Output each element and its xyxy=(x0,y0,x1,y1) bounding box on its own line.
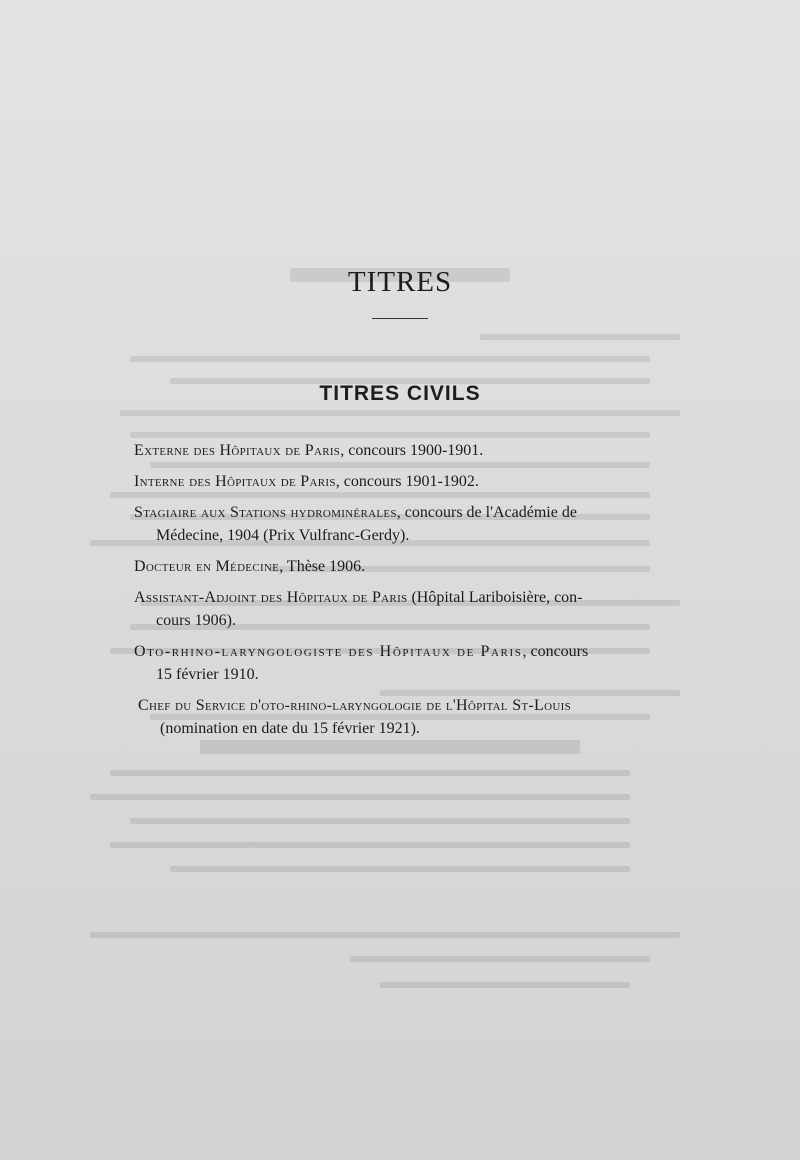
entry-lead: Docteur en Médecine xyxy=(134,558,280,575)
entry-lead: Assistant-Adjoint des Hôpitaux de Paris xyxy=(134,589,408,606)
entry-lead: Externe des Hôpitaux de Paris xyxy=(134,442,341,459)
page-title: TITRES xyxy=(347,266,453,298)
entry-continuation: Médecine, 1904 (Prix Vulfranc-Gerdy). xyxy=(156,527,410,544)
entry-lead: Chef du Service d'oto-rhino-laryngologie de l'Hôpital St-Louis xyxy=(138,697,571,714)
entry-docteur xyxy=(134,555,365,578)
entry-lead: Oto-rhino-laryngologiste des Hôpitaux de Paris xyxy=(134,643,523,660)
entry-oto xyxy=(134,640,588,686)
entry-interne xyxy=(134,470,479,493)
entry-lead: Interne des Hôpitaux de Paris xyxy=(134,473,336,490)
entry-text: , Thèse 1906. xyxy=(279,558,366,575)
entry-text: , concours xyxy=(522,643,589,660)
section-heading: TITRES CIVILS xyxy=(319,382,481,405)
entry-text: , concours de l'Académie de xyxy=(396,504,577,521)
entry-continuation: 15 février 1910. xyxy=(156,666,259,683)
entry-text: , concours 1900-1901. xyxy=(340,442,484,459)
entry-stagiaire xyxy=(134,501,577,547)
entry-chef xyxy=(138,694,571,740)
entry-text: , concours 1901-1902. xyxy=(335,473,479,490)
entry-continuation: (nomination en date du 15 février 1921). xyxy=(160,720,420,737)
entry-text: (Hôpital Lariboisière, con- xyxy=(407,589,583,606)
entry-assistant xyxy=(134,586,583,632)
entry-lead: Stagiaire aux Stations hydrominérales xyxy=(134,504,397,521)
title-rule xyxy=(372,318,428,319)
entry-externe xyxy=(134,439,483,462)
entry-continuation: cours 1906). xyxy=(156,612,236,629)
